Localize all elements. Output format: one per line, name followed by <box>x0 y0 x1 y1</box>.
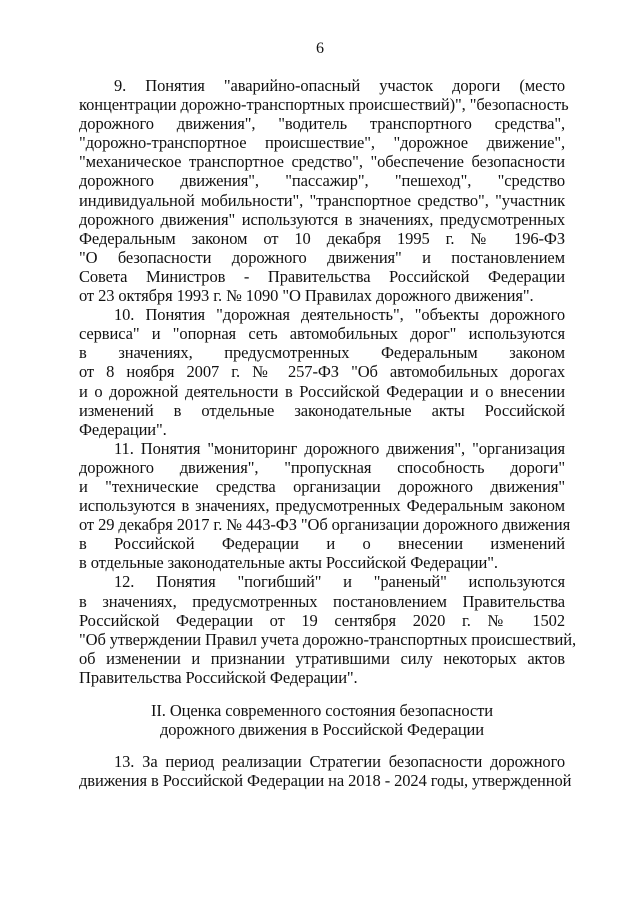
text-line: "дорожно-транспортное происшествие", "дорожное движение", <box>79 133 565 153</box>
text-line: концентрации дорожно-транспортных происшествий)", "безопасность <box>79 95 569 115</box>
text-line: Федерации". <box>79 419 167 439</box>
text-line: используются в значениях, предусмотренных Федеральным законом <box>79 496 565 516</box>
text-line: Правительства Российской Федерации". <box>79 667 358 687</box>
text-line: Российской Федерации от 19 сентября 2020 г. № 1502 <box>79 610 565 630</box>
text-line: дорожного движения", "водитель транспортного средства", <box>79 114 565 134</box>
text-line: в Российской Федерации и о внесении изменений <box>79 534 565 554</box>
section-heading-line: II. Оценка современного состояния безопасности <box>150 701 493 720</box>
text-line: и "технические средства организации дорожного движения" <box>79 476 565 496</box>
paragraph-13 <box>79 752 572 791</box>
text-line: индивидуальной мобильности", "транспортное средство", "участник <box>79 190 565 210</box>
paragraph-11 <box>79 438 571 573</box>
text-line: от 8 ноября 2007 г. № 257-ФЗ "Об автомобильных дорогах <box>79 362 565 382</box>
text-line: сервиса" и "опорная сеть автомобильных дорог" используются <box>79 324 565 344</box>
text-line: "Об утверждении Правил учета дорожно-транспортных происшествий, <box>79 629 577 649</box>
text-line: об изменении и признании утратившими силу некоторых актов <box>79 648 565 668</box>
text-line: дорожного движения", "пропускная способность дороги" <box>79 457 565 477</box>
text-line: 10. Понятия "дорожная деятельность", "объекты дорожного <box>114 305 565 325</box>
text-line: "механическое транспортное средство", "обеспечение безопасности <box>79 152 565 172</box>
text-line: в значениях, предусмотренных Федеральным законом <box>79 343 565 363</box>
text-line: от 29 декабря 2017 г. № 443-ФЗ "Об организации дорожного движения <box>79 515 571 535</box>
text-line: "О безопасности дорожного движения" и постановлением <box>79 247 565 267</box>
document-body <box>79 76 577 791</box>
text-line: в значениях, предусмотренных постановлением Правительства <box>79 591 565 611</box>
text-line: 12. Понятия "погибший" и "раненый" используются <box>114 572 565 592</box>
section-heading-line: дорожного движения в Российской Федерации <box>159 720 485 740</box>
text-line: 13. За период реализации Стратегии безопасности дорожного <box>114 752 565 772</box>
section-heading <box>79 701 565 739</box>
text-line: 11. Понятия "мониторинг дорожного движения", "организация <box>114 438 565 458</box>
text-line: и о дорожной деятельности в Российской Федерации и о внесении <box>79 381 565 401</box>
text-line: изменений в отдельные законодательные акты Российской <box>79 400 565 420</box>
text-line: в отдельные законодательные акты Российской Федерации". <box>79 553 498 573</box>
page-number: 6 <box>316 40 324 57</box>
text-line: 9. Понятия "аварийно-опасный участок дороги (место <box>114 76 565 95</box>
paragraph-12 <box>79 572 577 687</box>
text-line: дорожного движения" используются в значениях, предусмотренных <box>79 209 565 229</box>
text-line: Совета Министров - Правительства Российской Федерации <box>79 266 565 286</box>
text-line: от 23 октября 1993 г. № 1090 "О Правилах дорожного движения". <box>79 286 534 306</box>
paragraph-9 <box>79 76 569 306</box>
paragraph-10 <box>79 305 565 439</box>
text-line: дорожного движения", "пассажир", "пешеход", "средство <box>79 171 565 191</box>
text-line: движения в Российской Федерации на 2018 - 2024 годы, утвержденной <box>79 771 572 791</box>
text-line: Федеральным законом от 10 декабря 1995 г. № 196-ФЗ <box>79 228 565 248</box>
